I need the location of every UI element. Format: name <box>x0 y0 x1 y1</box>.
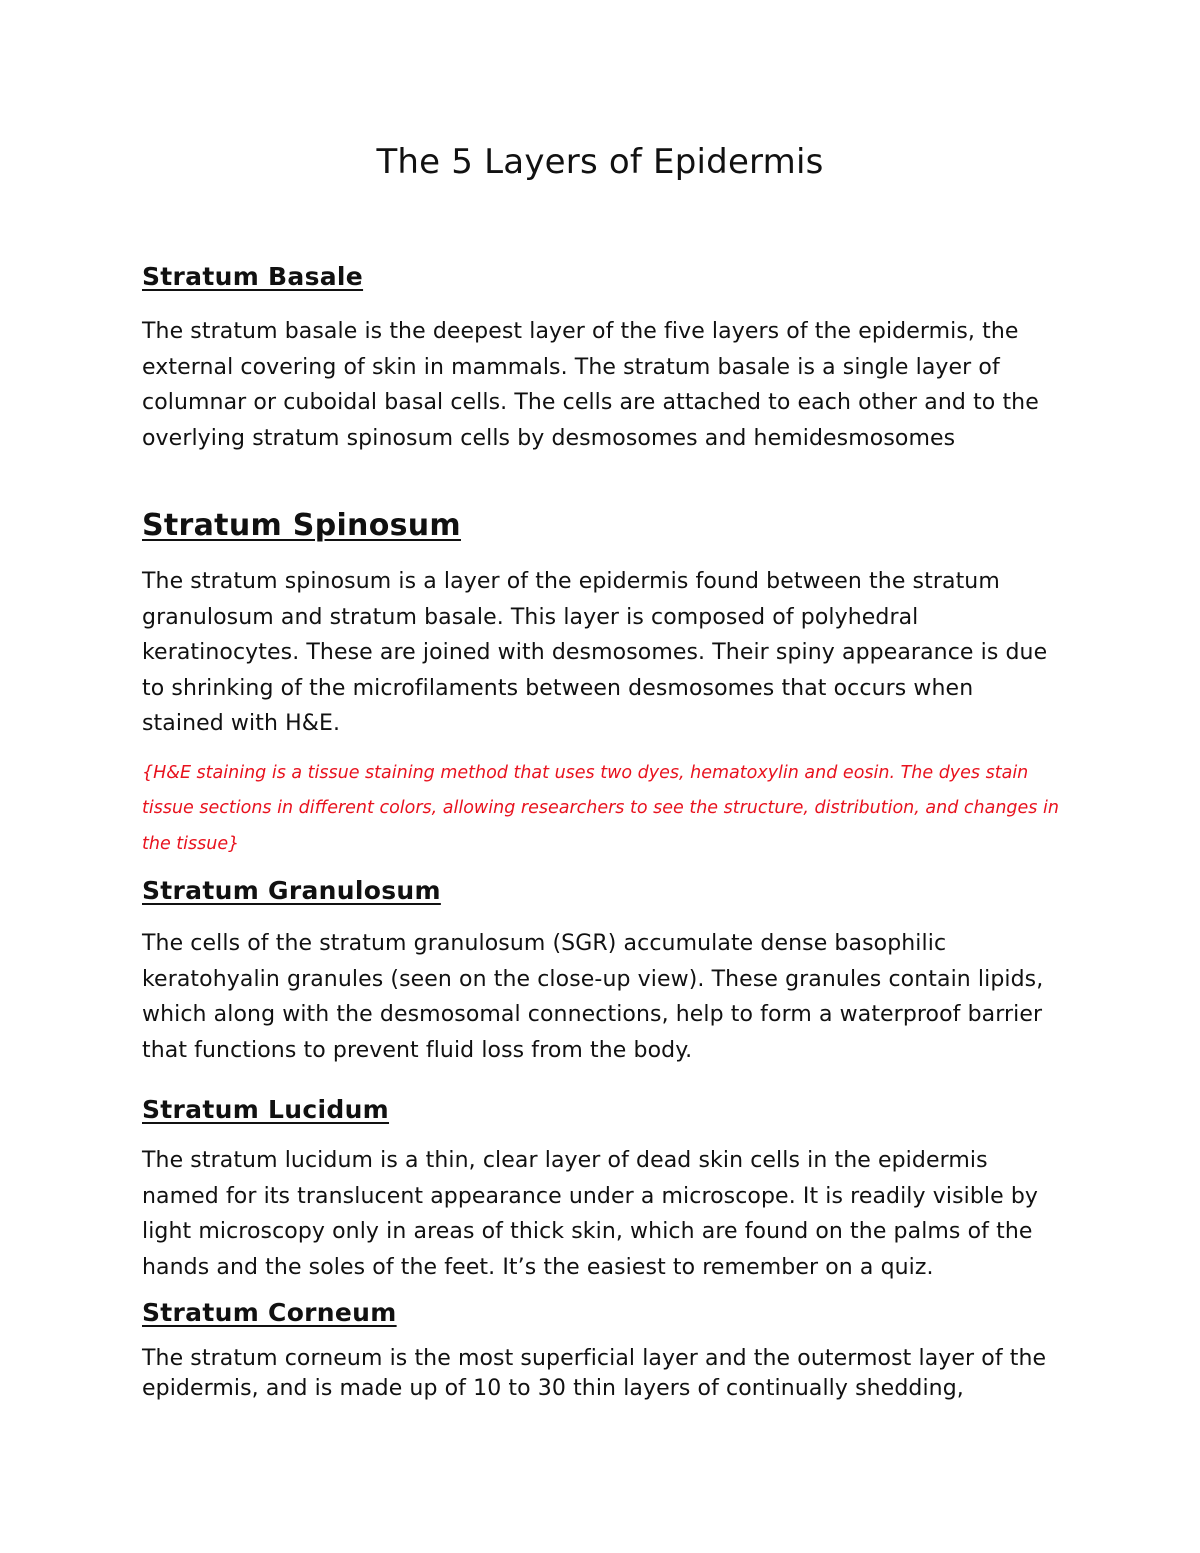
section-body: The cells of the stratum granulosum (SGR) accumulate dense basophilic keratohyalin granules (seen on the close-up view). These granules contain lipids, which along with the desmosomal connections, help to form a waterproof barrier that functions to prevent fluid loss from the body. <box>142 931 1044 1063</box>
document-title: The 5 Layers of Epidermis <box>376 142 824 182</box>
section-heading: Stratum Basale <box>142 262 364 291</box>
section-body: The stratum corneum is the most superficial layer and the outermost layer of the epidermis, and is made up of 10 to 30 thin layers of continually shedding, <box>142 1346 1047 1401</box>
section-body: The stratum spinosum is a layer of the epidermis found between the stratum granulosum and stratum basale. This layer is composed of polyhedral keratinocytes. These are joined with desmosomes. Their spiny appearance is due to shrinking of the microfilaments between desmosomes that occurs when stained with H&E. <box>142 569 1048 736</box>
section-stratum-basale <box>142 260 1062 456</box>
section-stratum-lucidum <box>142 1093 1062 1285</box>
section-stratum-spinosum <box>142 506 1062 862</box>
staining-note: {H&E staining is a tissue staining method that uses two dyes, hematoxylin and eosin. The dyes stain tissue sections in different colors, allowing researchers to see the structure, distribution, and changes in the tissue} <box>142 762 1059 854</box>
section-body: The stratum basale is the deepest layer of the five layers of the epidermis, the external covering of skin in mammals. The stratum basale is a single layer of columnar or cuboidal basal cells. The cells are attached to each other and to the overlying stratum spinosum cells by desmosomes and hemidesmosomes <box>142 319 1039 451</box>
section-body: The stratum lucidum is a thin, clear layer of dead skin cells in the epidermis named for its translucent appearance under a microscope. It is readily visible by light microscopy only in areas of thick skin, which are found on the palms of the hands and the soles of the feet. It’s the easiest to remember on a quiz. <box>142 1148 1039 1280</box>
section-stratum-granulosum <box>142 874 1062 1068</box>
section-heading: Stratum Granulosum <box>142 876 441 905</box>
section-stratum-corneum <box>142 1296 1062 1404</box>
section-heading: Stratum Spinosum <box>142 508 461 543</box>
section-heading: Stratum Corneum <box>142 1298 397 1327</box>
section-heading: Stratum Lucidum <box>142 1095 390 1124</box>
